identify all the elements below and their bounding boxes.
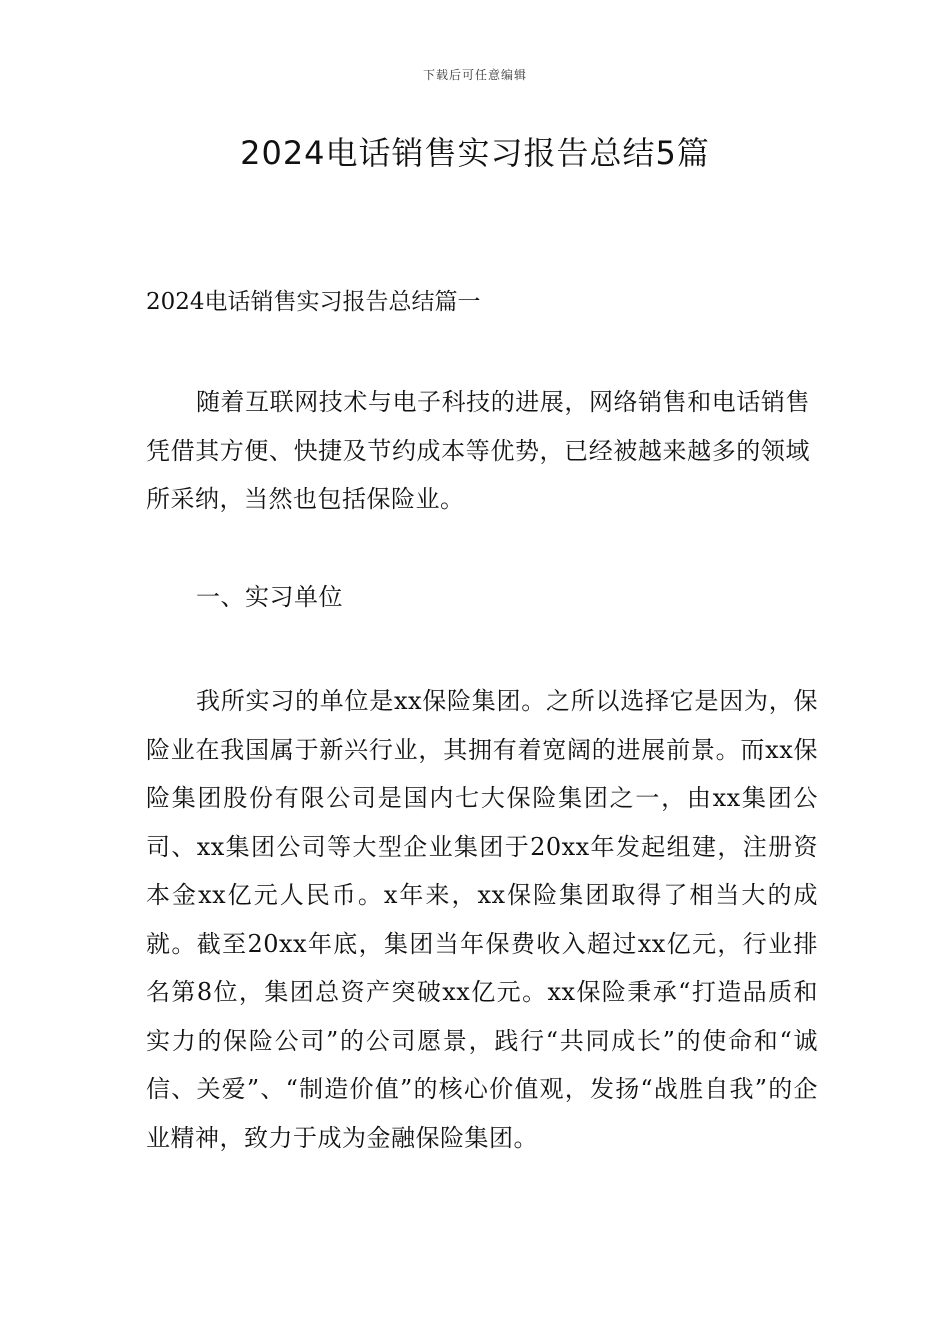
paragraph-heading-internship-unit: 一、实习单位 <box>196 583 343 611</box>
header-note: 下载后可任意编辑 <box>422 68 527 82</box>
paragraph-intro: 随着互联网技术与电子科技的进展，网络销售和电话销售凭借其方便、快捷及节约成本等优势，已经被越来越多的领域所采纳，当然也包括保险业。 <box>146 388 810 513</box>
document-title: 2024电话销售实习报告总结5篇 <box>240 134 710 172</box>
paragraph-internship-unit-body: 我所实习的单位是xx保险集团。之所以选择它是因为，保险业在我国属于新兴行业，其拥有着宽阔的进展前景。而xx保险集团股份有限公司是国内七大保险集团之一，由xx集团公司、xx集团公司等大型企业集团于20xx年发起组建，注册资本金xx亿元人民币。x年来，xx保险集团取得了相当大的成就。截至20xx年底，集团当年保费收入超过xx亿元，行业排名第8位，集团总资产突破xx亿元。xx保险秉承“打造品质和实力的保险公司”的公司愿景，践行“共同成长”的使命和“诚信、关爱”、“制造价值”的核心价值观，发扬“战胜自我”的企业精神，致力于成为金融保险集团。 <box>146 687 818 1152</box>
section-title: 2024电话销售实习报告总结篇一 <box>146 289 481 315</box>
